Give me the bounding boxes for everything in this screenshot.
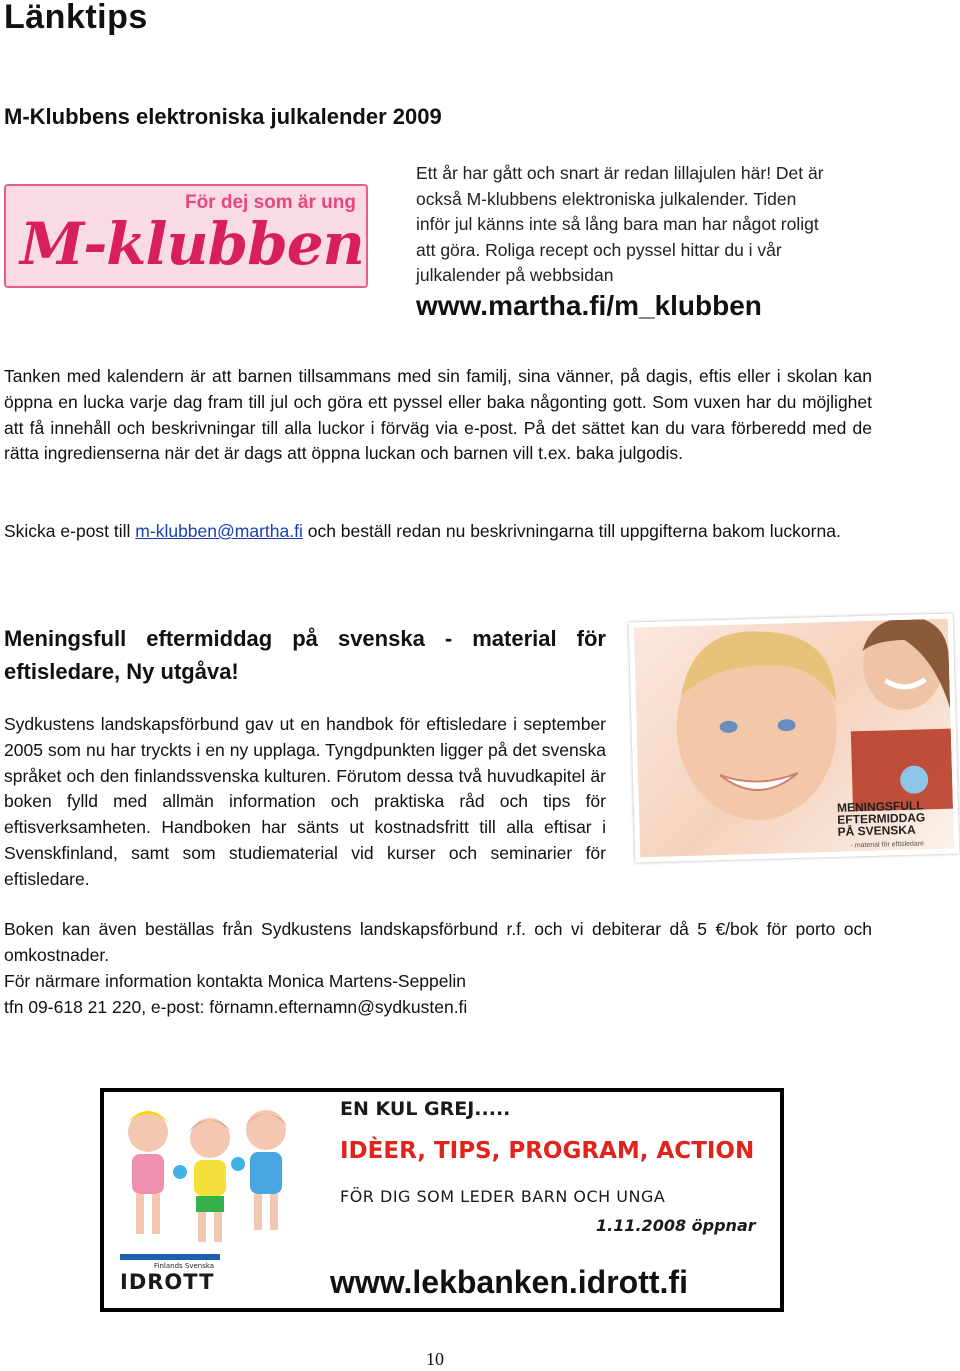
page-title: Länktips <box>4 0 148 36</box>
mklubben-logo <box>4 184 368 288</box>
dancing-children-illustration <box>110 1102 320 1252</box>
intro-line: julkalender på webbsidan <box>416 265 614 286</box>
book-title-line: MENINGSFULL <box>836 798 924 815</box>
book-cover-image <box>629 614 960 863</box>
book-cover-title <box>837 799 926 837</box>
order-paragraph: Boken kan även beställas från Sydkustens landskapsförbund r.f. och vi debiterar då 5 €/bok för porto och omkostnader. <box>4 919 872 965</box>
martha-website: www.martha.fi/m_klubben <box>416 290 762 321</box>
contact-line: tfn 09-618 21 220, e-post: förnamn.efternamn@sydkusten.fi <box>4 997 468 1017</box>
section2-paragraph: Sydkustens landskapsförbund gav ut en handbok för eftisledare i september 2005 som nu har tryckts i en ny upplaga. Tyngdpunkten ligger på det svenska språket och den finlandssvenska kulturen. Förutom dessa två huvudkapitel är boken fylld med allmän information och praktiska råd och tips för eftisverksamheten. Handboken har sänts ut kostnadsfritt till alla eftisar i Svenskfinland, samt som studiematerial vid kurser och seminarier för eftisledare. <box>4 714 606 889</box>
idrott-org-big: IDROTT <box>120 1270 215 1294</box>
contact-line: För närmare information kontakta Monica Martens-Seppelin <box>4 971 467 991</box>
book-subtitle: - material för eftisledare <box>850 840 925 850</box>
logo-wordmark: M-klubben <box>20 210 364 278</box>
section-heading-mklubben: M-Klubbens elektroniska julkalender 2009 <box>4 104 442 129</box>
intro-line: också M-klubbens elektroniska julkalender. Tiden <box>416 188 797 209</box>
banner-line2: IDÈER, TIPS, PROGRAM, ACTION <box>340 1138 755 1164</box>
idrott-logo-bar <box>120 1254 220 1260</box>
banner-date: 1.11.2008 öppnar <box>596 1216 756 1235</box>
banner-line3: FÖR DIG SOM LEDER BARN OCH UNGA <box>340 1187 666 1206</box>
page-number: 10 <box>426 1349 444 1369</box>
section-heading-meningsfull: Meningsfull eftermiddag på svenska - material för eftisledare, Ny utgåva! <box>4 626 606 684</box>
section1-paragraph: Tanken med kalendern är att barnen tillsammans med sin familj, sina vänner, på dagis, eftis eller i skolan kan öppna en lucka varje dag fram till jul och göra ett pyssel eller baka någonting gott. Som vuxen har du möjlighet att få innehåll och beskrivningar till alla luckor i förväg via e-post. På det sättet kan du vara förberedd med de rätta ingredienserna när det är dags att öppna luckan och barnen vill t.ex. baka julgodis. <box>4 366 872 464</box>
email-prefix: Skicka e-post till <box>4 521 136 541</box>
intro-text <box>416 161 872 289</box>
email-suffix: och beställ redan nu beskrivningarna till uppgifterna bakom luckorna. <box>302 521 841 541</box>
book-title-line: EFTERMIDDAG <box>837 810 926 827</box>
logo-tagline: För dej som är ung <box>184 192 356 213</box>
lekbanken-url: www.lekbanken.idrott.fi <box>330 1264 688 1300</box>
lekbanken-banner <box>100 1088 784 1312</box>
email-paragraph <box>4 519 872 545</box>
intro-line: att göra. Roliga recept och pyssel hittar du i vår <box>416 239 782 260</box>
banner-line1: EN KUL GREJ..... <box>340 1098 511 1120</box>
email-link[interactable]: m-klubben@martha.fi <box>135 521 303 541</box>
intro-line: inför jul känns inte så lång bara man har något roligt <box>416 214 819 235</box>
book-title-line: PÅ SVENSKA <box>837 822 916 839</box>
intro-line: Ett år har gått och snart är redan lillajulen här! Det är <box>416 163 824 183</box>
idrott-org-small: Finlands Svenska <box>154 1262 215 1270</box>
